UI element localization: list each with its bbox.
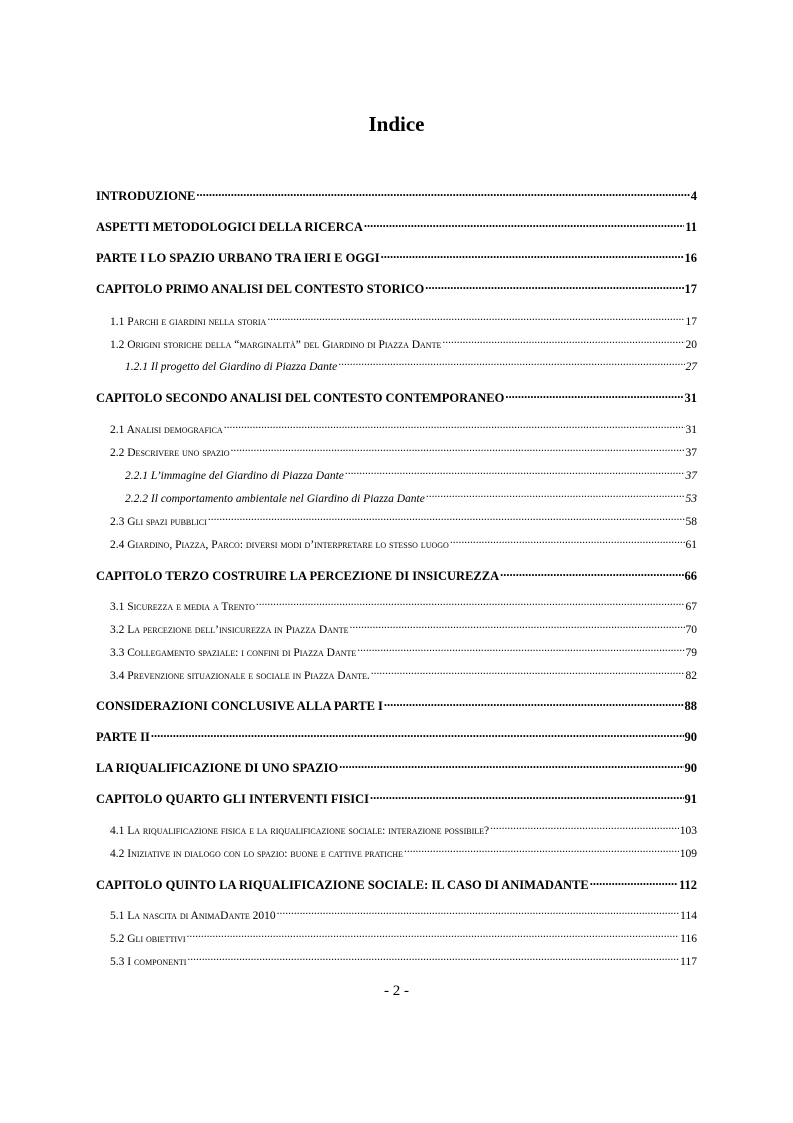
toc-entry-section[interactable]: 2.2 Descrivere uno spazio ..... 37 bbox=[110, 442, 697, 459]
toc-entry-chapter[interactable]: PARTE I LO SPAZIO URBANO TRA IERI E OGGI ..... 16 bbox=[96, 247, 697, 266]
leader-dots bbox=[255, 596, 685, 610]
page-number: 116 bbox=[680, 932, 697, 945]
leader-dots bbox=[266, 311, 684, 325]
page-title: Indice bbox=[368, 112, 425, 136]
leader-dots bbox=[489, 820, 679, 834]
toc-entry-section[interactable]: 4.2 Iniziative in dialogo con lo spazio: buone e cattive pratiche ..... 109 bbox=[110, 843, 697, 860]
leader-dots bbox=[441, 334, 684, 348]
toc-entry-section[interactable]: 5.2 Gli obiettivi ..... 116 bbox=[110, 928, 697, 945]
leader-dots bbox=[223, 419, 685, 433]
leader-dots bbox=[369, 788, 683, 803]
toc-entry-section[interactable]: 5.3 I componenti ..... 117 bbox=[110, 951, 697, 968]
toc-entry-chapter[interactable]: CAPITOLO TERZO COSTRUIRE LA PERCEZIONE DI INSICUREZZA ..... 66 bbox=[96, 565, 697, 584]
toc-entry-section[interactable]: 3.2 La percezione dell’insicurezza in Piazza Dante ..... 70 bbox=[110, 619, 697, 636]
page-number: 11 bbox=[685, 220, 697, 234]
leader-dots bbox=[356, 642, 684, 656]
leader-dots bbox=[504, 387, 683, 402]
page-number: 31 bbox=[685, 423, 697, 436]
page-number: 4 bbox=[690, 189, 697, 203]
leader-dots bbox=[425, 488, 685, 502]
page-number: 114 bbox=[680, 909, 697, 922]
leader-dots bbox=[403, 843, 679, 857]
toc-entry-section[interactable]: 2.1 Analisi demografica ..... 31 bbox=[110, 419, 697, 436]
toc-entry-section[interactable]: 4.1 La riqualificazione fisica e la riqualificazione sociale: interazione possibile? ..... 103 bbox=[110, 820, 697, 837]
page-number: 31 bbox=[684, 391, 697, 405]
page-number: 82 bbox=[685, 669, 697, 682]
page-number: 27 bbox=[685, 360, 697, 373]
toc-entry-section[interactable]: 3.1 Sicurezza e media a Trento ..... 67 bbox=[110, 596, 697, 613]
page-number: 79 bbox=[685, 646, 697, 659]
toc-entry-section[interactable]: 1.2 Origini storiche della “marginalità” del Giardino di Piazza Dante ..... 20 bbox=[110, 334, 697, 351]
page-number: 90 bbox=[684, 730, 697, 744]
page-number: 117 bbox=[680, 955, 697, 968]
page-number: 53 bbox=[685, 492, 697, 505]
leader-dots bbox=[337, 356, 684, 370]
toc-entry-chapter[interactable]: INTRODUZIONE ..... 4 bbox=[96, 185, 697, 204]
leader-dots bbox=[207, 511, 685, 525]
page-number: 88 bbox=[684, 699, 697, 713]
toc-entry-chapter[interactable]: ASPETTI METODOLOGICI DELLA RICERCA ..... 11 bbox=[96, 216, 697, 235]
toc-entry-section[interactable]: 3.4 Prevenzione situazionale e sociale in Piazza Dante. ..... 82 bbox=[110, 665, 697, 682]
toc-entry-section[interactable]: 3.3 Collegamento spaziale: i confini di Piazza Dante ..... 79 bbox=[110, 642, 697, 659]
toc-entry-chapter[interactable]: CAPITOLO PRIMO ANALISI DEL CONTESTO STORICO ..... 17 bbox=[96, 278, 697, 297]
leader-dots bbox=[349, 619, 685, 633]
page-number: 17 bbox=[684, 282, 697, 296]
leader-dots bbox=[229, 442, 684, 456]
leader-dots bbox=[370, 665, 685, 679]
page-number: 70 bbox=[685, 623, 697, 636]
toc-entry-section[interactable]: 5.1 La nascita di AnimaDante 2010 ..... 114 bbox=[110, 905, 697, 922]
page-number-footer: - 2 - bbox=[384, 983, 409, 999]
leader-dots bbox=[276, 905, 680, 919]
leader-dots bbox=[424, 278, 683, 293]
leader-dots bbox=[195, 185, 689, 200]
toc-entry-chapter[interactable]: CAPITOLO QUINTO LA RIQUALIFICAZIONE SOCIALE: IL CASO DI ANIMADANTE ..... 112 bbox=[96, 874, 697, 893]
page-number: 16 bbox=[684, 251, 697, 265]
page-number: 66 bbox=[684, 569, 697, 583]
toc-entry-chapter[interactable]: CAPITOLO SECONDO ANALISI DEL CONTESTO CONTEMPORANEO ..... 31 bbox=[96, 387, 697, 406]
leader-dots bbox=[499, 565, 683, 580]
leader-dots bbox=[589, 874, 678, 889]
toc-entry-subsection[interactable]: 1.2.1 Il progetto del Giardino di Piazza Dante ..... 27 bbox=[125, 356, 697, 373]
leader-dots bbox=[186, 928, 680, 942]
leader-dots bbox=[449, 534, 685, 548]
toc-entry-chapter[interactable]: CAPITOLO QUARTO GLI INTERVENTI FISICI ..... 91 bbox=[96, 788, 697, 807]
toc-entry-chapter[interactable]: CONSIDERAZIONI CONCLUSIVE ALLA PARTE I ..... 88 bbox=[96, 695, 697, 714]
page-number: 90 bbox=[684, 761, 697, 775]
page-number: 58 bbox=[685, 515, 697, 528]
toc-entry-subsection[interactable]: 2.2.1 L’immagine del Giardino di Piazza Dante ..... 37 bbox=[125, 465, 697, 482]
leader-dots bbox=[363, 216, 684, 231]
leader-dots bbox=[150, 726, 684, 741]
page-number: 37 bbox=[685, 469, 697, 482]
page-number: 103 bbox=[679, 824, 697, 837]
leader-dots bbox=[383, 695, 684, 710]
leader-dots bbox=[338, 757, 683, 772]
toc-entry-section[interactable]: 1.1 Parchi e giardini nella storia ..... 17 bbox=[110, 311, 697, 328]
leader-dots bbox=[186, 951, 679, 965]
page-number: 37 bbox=[685, 446, 697, 459]
leader-dots bbox=[380, 247, 684, 262]
toc-entry-subsection[interactable]: 2.2.2 Il comportamento ambientale nel Giardino di Piazza Dante ..... 53 bbox=[125, 488, 697, 505]
leader-dots bbox=[344, 465, 685, 479]
page-number: 109 bbox=[679, 847, 697, 860]
toc-entry-section[interactable]: 2.3 Gli spazi pubblici ..... 58 bbox=[110, 511, 697, 528]
page-number: 112 bbox=[678, 878, 697, 892]
page-number: 61 bbox=[685, 538, 697, 551]
page-number: 20 bbox=[685, 338, 697, 351]
page-number: 67 bbox=[685, 600, 697, 613]
page-number: 91 bbox=[684, 792, 697, 806]
toc-entry-chapter[interactable]: LA RIQUALIFICAZIONE DI UNO SPAZIO ..... 90 bbox=[96, 757, 697, 776]
toc-entry-chapter[interactable]: PARTE II ..... 90 bbox=[96, 726, 697, 745]
toc-entry-section[interactable]: 2.4 Giardino, Piazza, Parco: diversi modi d’interpretare lo stesso luogo ..... 61 bbox=[110, 534, 697, 551]
page-number: 17 bbox=[685, 315, 697, 328]
